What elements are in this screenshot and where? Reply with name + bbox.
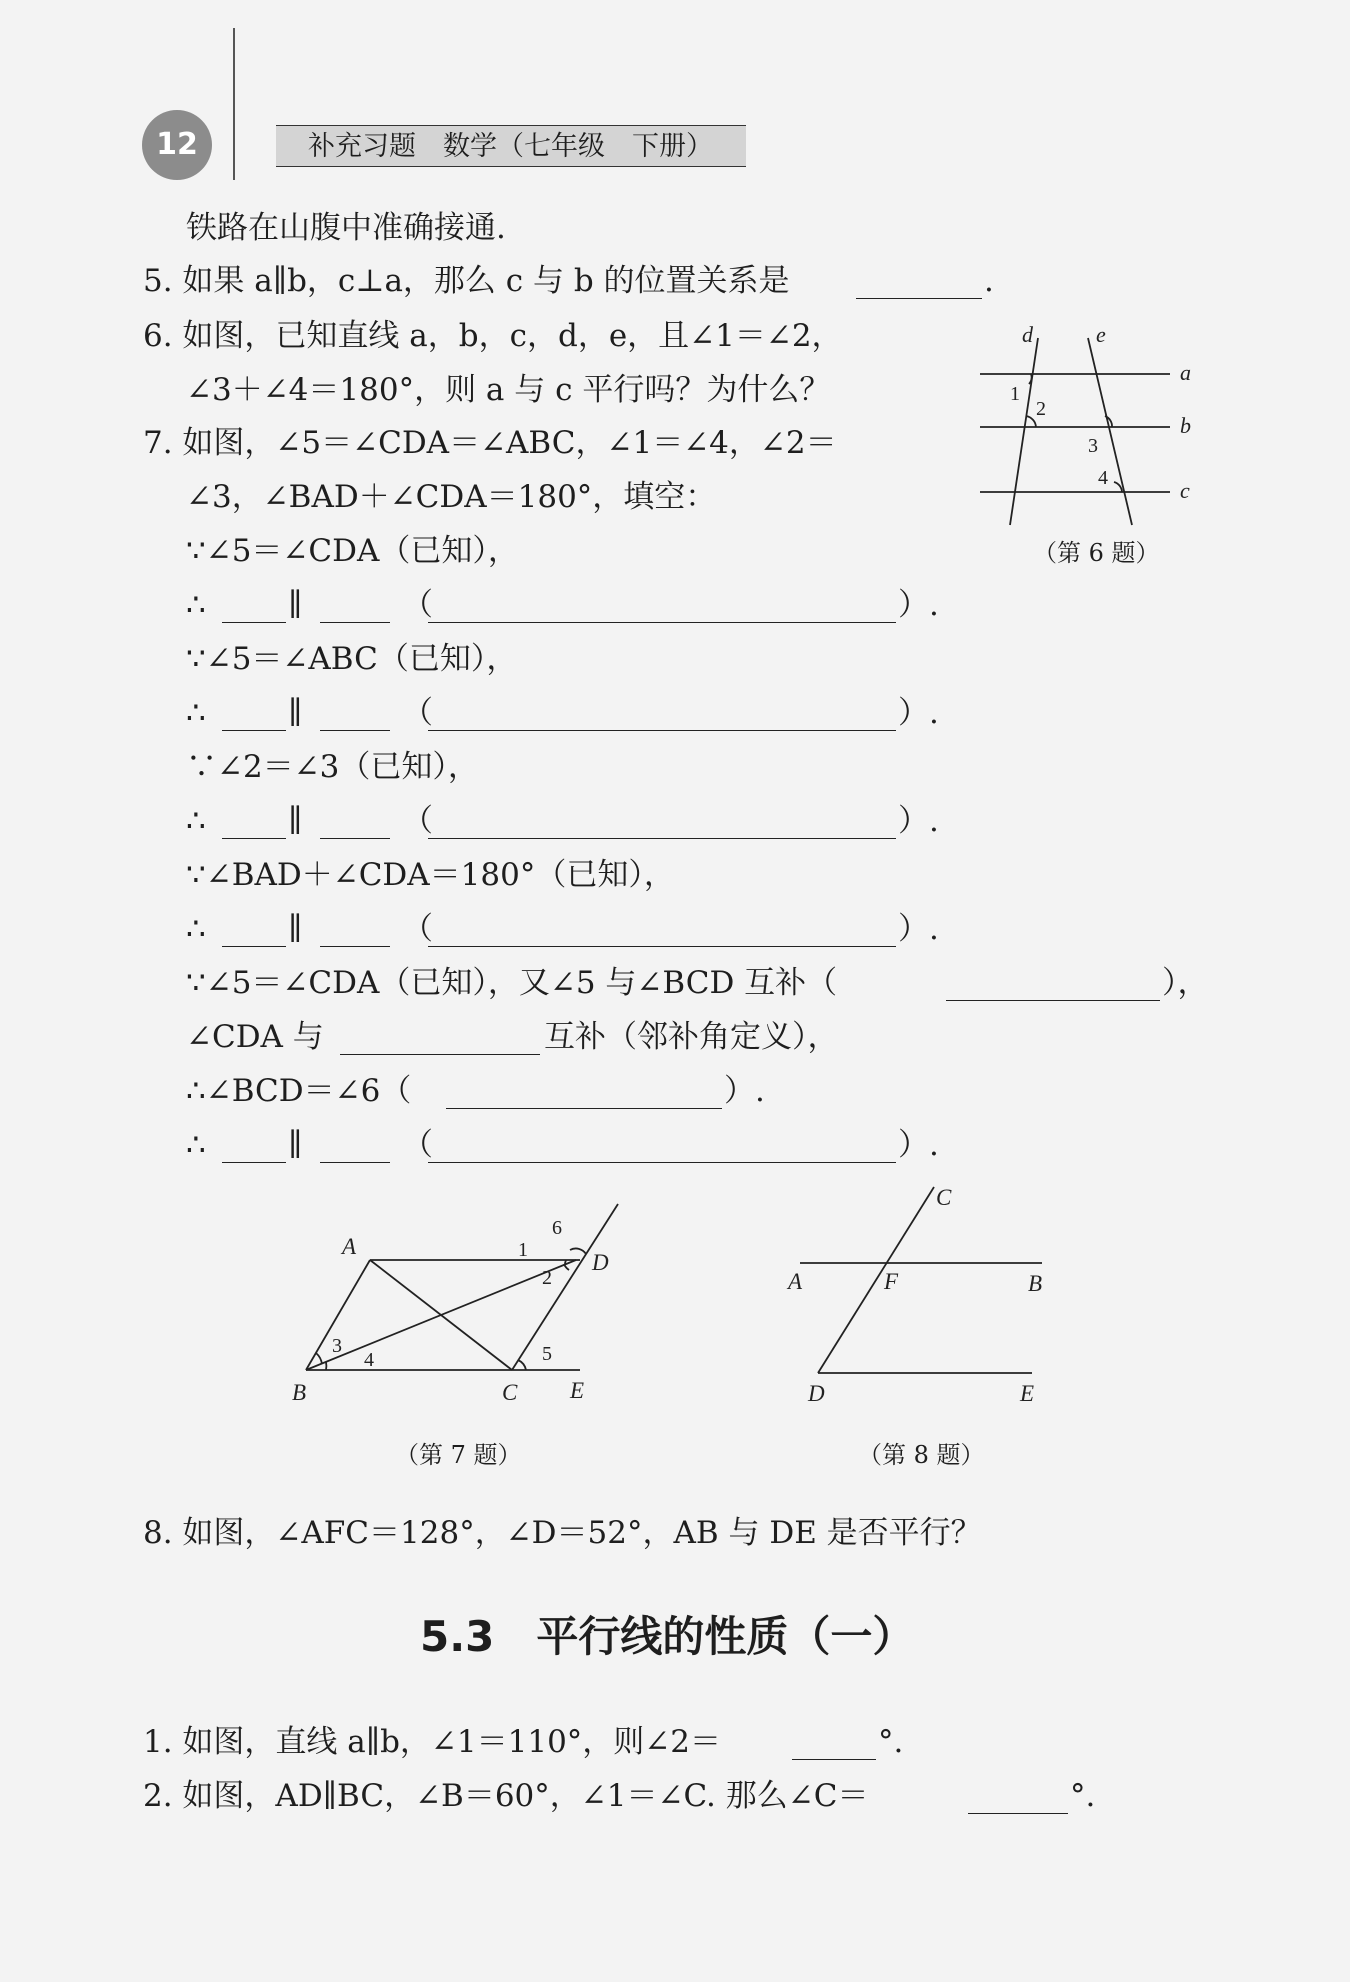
q7-step2-close: ）. (898, 695, 939, 731)
s1-end: °. (878, 1724, 904, 1760)
q7-final-therefore: ∴ (186, 1127, 206, 1163)
label-B: B (1028, 1271, 1043, 1296)
q7-step4-blank-line1[interactable] (222, 918, 286, 947)
label-c: c (1180, 478, 1190, 503)
label-E: E (1020, 1381, 1035, 1406)
label-e: e (1096, 322, 1106, 347)
label-B: B (292, 1380, 307, 1405)
angle-3: 3 (1088, 435, 1098, 457)
header-divider (233, 28, 235, 180)
q7-step4-therefore: ∴ (186, 911, 206, 947)
q8-caption: （第 8 题） (858, 1441, 985, 1469)
angle-2: 2 (542, 1267, 552, 1289)
label-d: d (1022, 322, 1033, 347)
q7-final-parallel: ∥ (288, 1127, 303, 1163)
q7-final-close: ）. (898, 1127, 939, 1163)
seg-BD (306, 1260, 576, 1370)
q7-final-blank-line2[interactable] (320, 1134, 390, 1163)
q5-text: 5. 如果 a∥b，c⊥a，那么 c 与 b 的位置关系是 (143, 263, 790, 299)
angle-3: 3 (332, 1335, 342, 1357)
q7-last-line3a: ∴∠BCD＝∠6（ (186, 1073, 412, 1109)
q7-step1-close: ）. (898, 587, 939, 623)
q7-step1-blank-line2[interactable] (320, 594, 390, 623)
q7-step3-therefore: ∴ (186, 803, 206, 839)
angle-1: 1 (1010, 383, 1020, 405)
q7-step2-blank-reason[interactable] (428, 702, 896, 731)
label-C: C (502, 1380, 518, 1405)
q7-step3-blank-reason[interactable] (428, 810, 896, 839)
q7-step4-close: ）. (898, 911, 939, 947)
section-title: 5.3 平行线的性质（一） (420, 1612, 915, 1661)
q7-last-blank3[interactable] (446, 1080, 722, 1109)
q6-line2: ∠3＋∠4＝180°，则 a 与 c 平行吗？为什么？ (186, 372, 831, 408)
line-e (1088, 338, 1132, 525)
q7-last-blank1[interactable] (946, 972, 1160, 1001)
label-D: D (808, 1381, 825, 1406)
q7-final-blank-line1[interactable] (222, 1134, 286, 1163)
q7-last-line3b: ）. (724, 1073, 765, 1109)
q7-step3-because: ∵∠2＝∠3（已知）， (186, 749, 479, 785)
q7-line1: 7. 如图，∠5＝∠CDA＝∠ABC，∠1＝∠4，∠2＝ (143, 425, 837, 461)
q7-step4-blank-reason[interactable] (428, 918, 896, 947)
q7-final-blank-reason[interactable] (428, 1134, 896, 1163)
q7-final-open: （ (402, 1127, 433, 1163)
angle-2: 2 (1036, 398, 1046, 420)
s2-answer-blank[interactable] (968, 1785, 1068, 1814)
q7-step4-blank-line2[interactable] (320, 918, 390, 947)
angle-1: 1 (518, 1239, 528, 1261)
q7-step2-parallel: ∥ (288, 695, 303, 731)
q5-answer-blank[interactable] (856, 270, 982, 299)
q7-step2-because: ∵∠5＝∠ABC（已知）， (186, 641, 518, 677)
q7-step1-because: ∵∠5＝∠CDA（已知）， (186, 533, 519, 569)
q7-step4-because: ∵∠BAD＋∠CDA＝180°（已知）， (186, 857, 675, 893)
q7-step2-blank-line1[interactable] (222, 702, 286, 731)
q7-step3-close: ）. (898, 803, 939, 839)
label-C: C (936, 1185, 952, 1210)
angle-4: 4 (364, 1349, 374, 1371)
s2-end: °. (1070, 1778, 1096, 1814)
s1-text: 1. 如图，直线 a∥b，∠1＝110°，则∠2＝ (143, 1724, 721, 1760)
q7-step2-therefore: ∴ (186, 695, 206, 731)
q7-step3-open: （ (402, 803, 433, 839)
q8-text: 8. 如图，∠AFC＝128°，∠D＝52°，AB 与 DE 是否平行？ (143, 1515, 982, 1551)
s1-answer-blank[interactable] (792, 1731, 876, 1760)
angle-6: 6 (552, 1217, 562, 1239)
q7-step1-parallel: ∥ (288, 587, 303, 623)
q7-step4-parallel: ∥ (288, 911, 303, 947)
q8-figure (770, 1175, 1070, 1415)
label-a: a (1180, 360, 1191, 385)
s2-text: 2. 如图，AD∥BC，∠B＝60°，∠1＝∠C. 那么∠C＝ (143, 1778, 869, 1814)
q7-last-line2b: 互补（邻补角定义）， (544, 1019, 839, 1055)
q7-step3-parallel: ∥ (288, 803, 303, 839)
seg-CD-extended (512, 1204, 618, 1370)
q7-step1-blank-line1[interactable] (222, 594, 286, 623)
q7-step2-open: （ (402, 695, 433, 731)
q7-step3-blank-line1[interactable] (222, 810, 286, 839)
angle-4: 4 (1098, 467, 1108, 489)
page-number: 12 (142, 110, 212, 180)
q6-caption: （第 6 题） (1033, 539, 1160, 567)
q7-step1-open: （ (402, 587, 433, 623)
continuation-text: 铁路在山腹中准确接通. (186, 210, 506, 246)
label-D: D (592, 1250, 609, 1275)
q7-last-line2a: ∠CDA 与 (186, 1019, 324, 1055)
q7-step4-open: （ (402, 911, 433, 947)
q7-caption: （第 7 题） (395, 1441, 522, 1469)
label-A: A (788, 1269, 803, 1294)
q7-figure (280, 1190, 640, 1420)
label-E: E (570, 1378, 585, 1403)
line-d (1010, 338, 1038, 525)
header-title: 补充习题 数学（七年级 下册） (276, 125, 746, 167)
q7-step1-blank-reason[interactable] (428, 594, 896, 623)
q7-step1-therefore: ∴ (186, 587, 206, 623)
angle-5: 5 (542, 1343, 552, 1365)
q7-step2-blank-line2[interactable] (320, 702, 390, 731)
q5-end: . (984, 263, 994, 299)
label-b: b (1180, 413, 1191, 438)
q6-line1: 6. 如图，已知直线 a，b，c，d，e，且∠1＝∠2， (143, 318, 843, 354)
q7-last-line1b: ）， (1162, 965, 1209, 1001)
q7-last-line1a: ∵∠5＝∠CDA（已知），又∠5 与∠BCD 互补（ (186, 965, 838, 1001)
label-F: F (884, 1269, 899, 1294)
q7-step3-blank-line2[interactable] (320, 810, 390, 839)
line-CD (818, 1187, 934, 1373)
label-A: A (342, 1234, 357, 1259)
q7-last-blank2[interactable] (340, 1026, 540, 1055)
q7-line2: ∠3，∠BAD＋∠CDA＝180°，填空： (186, 479, 717, 515)
